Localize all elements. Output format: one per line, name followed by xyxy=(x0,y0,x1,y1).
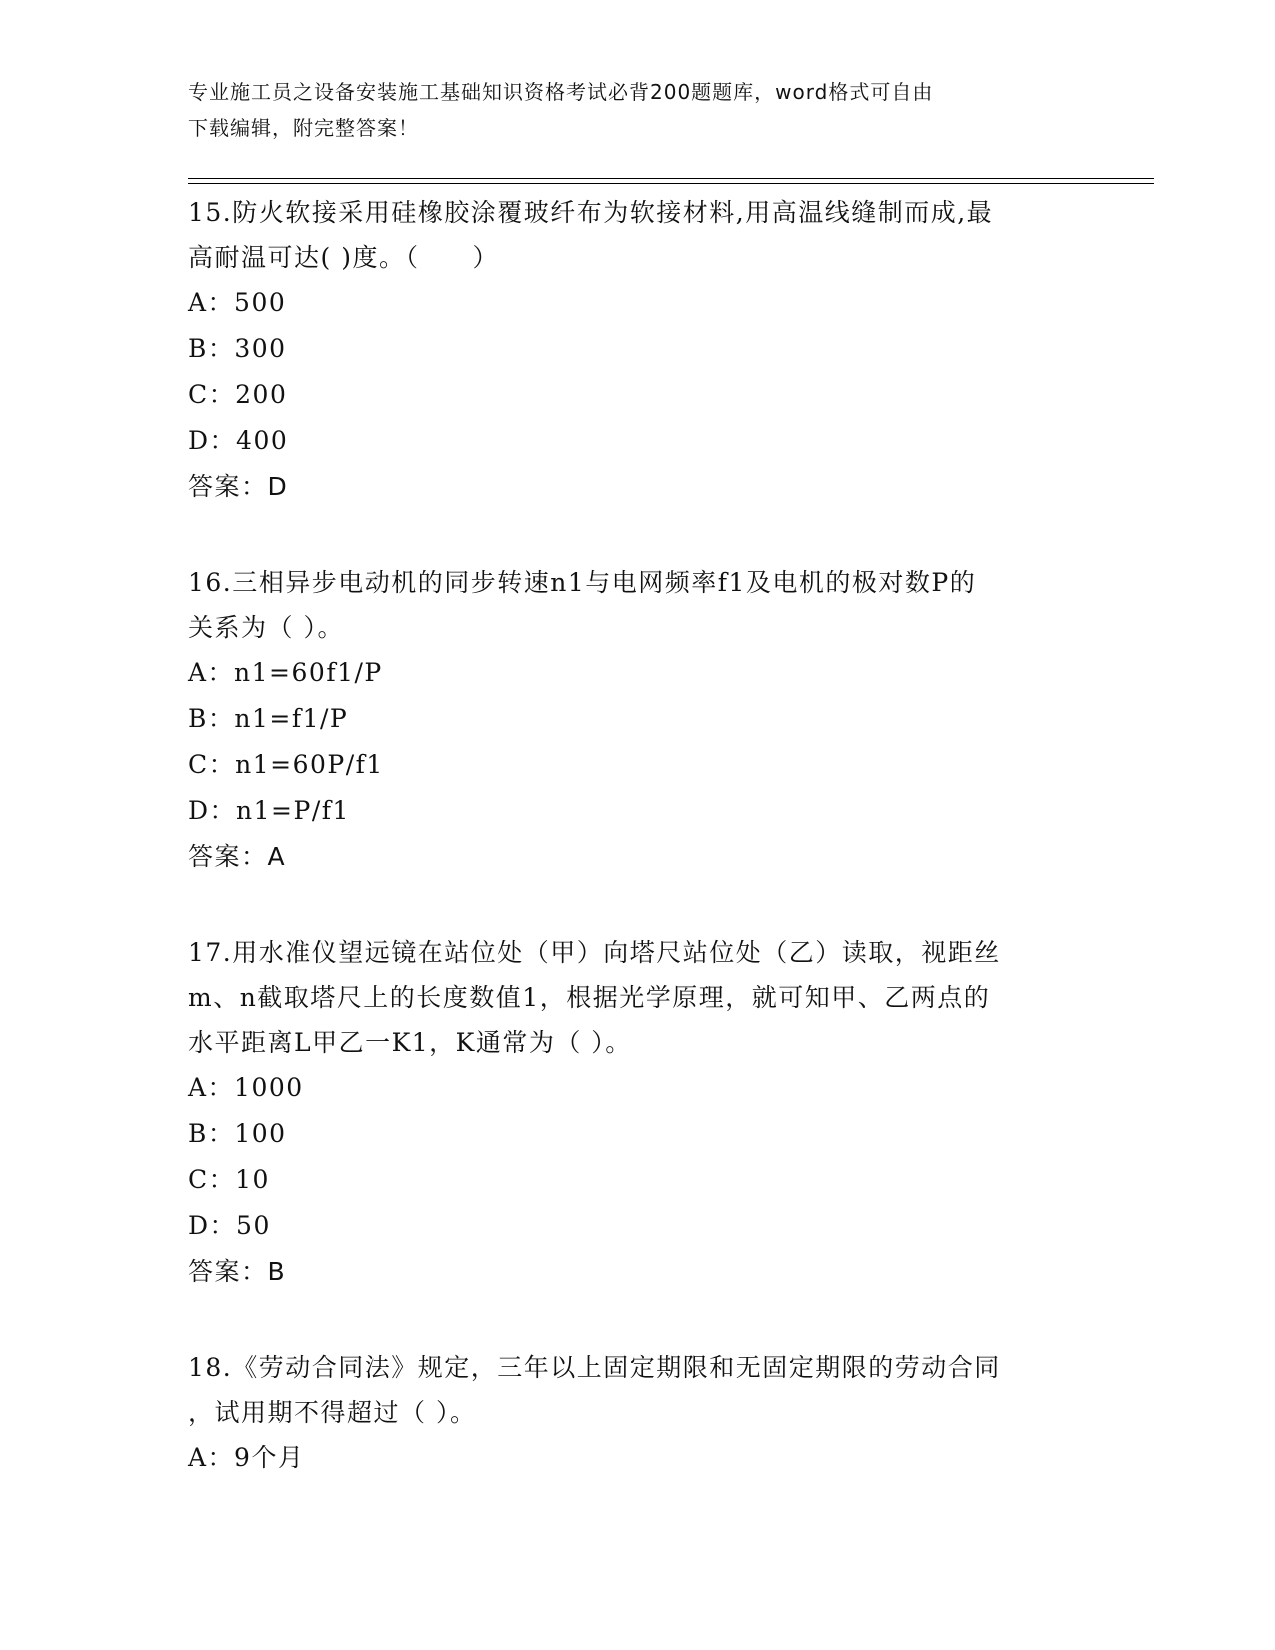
question-text-line: 关系为（ ）。 xyxy=(188,613,344,642)
header-line-1: 专业施工员之设备安装施工基础知识资格考试必背200题题库，word格式可自由 xyxy=(188,80,934,104)
question-16 xyxy=(188,560,1088,880)
question-text-line: 水平距离L甲乙一K1，K通常为（ ）。 xyxy=(188,1028,632,1057)
question-text-line: ，试用期不得超过（ ）。 xyxy=(188,1398,477,1427)
question-text-line: 高耐温可达( )度。（ ） xyxy=(188,243,499,272)
option-c: C：10 xyxy=(188,1165,270,1194)
option-c: C：200 xyxy=(188,380,288,409)
document-header xyxy=(188,74,1088,146)
question-text-line: 16.三相异步电动机的同步转速n1与电网频率f1及电机的极对数P的 xyxy=(188,568,977,597)
header-line-2: 下载编辑，附完整答案！ xyxy=(188,116,419,140)
question-text-line: 17.用水准仪望远镜在站位处（甲）向塔尺站位处（乙）读取，视距丝 xyxy=(188,938,1001,967)
question-text-line: m、n截取塔尺上的长度数值1，根据光学原理，就可知甲、乙两点的 xyxy=(188,983,991,1012)
option-d: D：n1=P/f1 xyxy=(188,796,350,825)
option-b: B：100 xyxy=(188,1119,287,1148)
answer-label: 答案：D xyxy=(188,472,289,501)
question-15 xyxy=(188,190,1088,510)
option-d: D：50 xyxy=(188,1211,271,1240)
answer-label: 答案：B xyxy=(188,1257,287,1286)
option-a: A：1000 xyxy=(188,1073,304,1102)
question-text-line: 18.《劳动合同法》规定，三年以上固定期限和无固定期限的劳动合同 xyxy=(188,1353,1001,1382)
question-text-line: 15.防火软接采用硅橡胶涂覆玻纤布为软接材料,用高温线缝制而成,最 xyxy=(188,198,994,227)
option-a: A：n1=60f1/P xyxy=(188,658,383,687)
header-divider-bottom xyxy=(188,183,1154,184)
option-b: B：300 xyxy=(188,334,287,363)
question-17 xyxy=(188,930,1088,1295)
question-18 xyxy=(188,1345,1088,1481)
option-d: D：400 xyxy=(188,426,289,455)
question-list xyxy=(188,190,1088,1531)
option-a: A：9个月 xyxy=(188,1443,305,1472)
option-a: A：500 xyxy=(188,288,287,317)
answer-label: 答案：A xyxy=(188,842,287,871)
option-b: B：n1=f1/P xyxy=(188,704,349,733)
header-divider-top xyxy=(188,178,1154,179)
option-c: C：n1=60P/f1 xyxy=(188,750,384,779)
